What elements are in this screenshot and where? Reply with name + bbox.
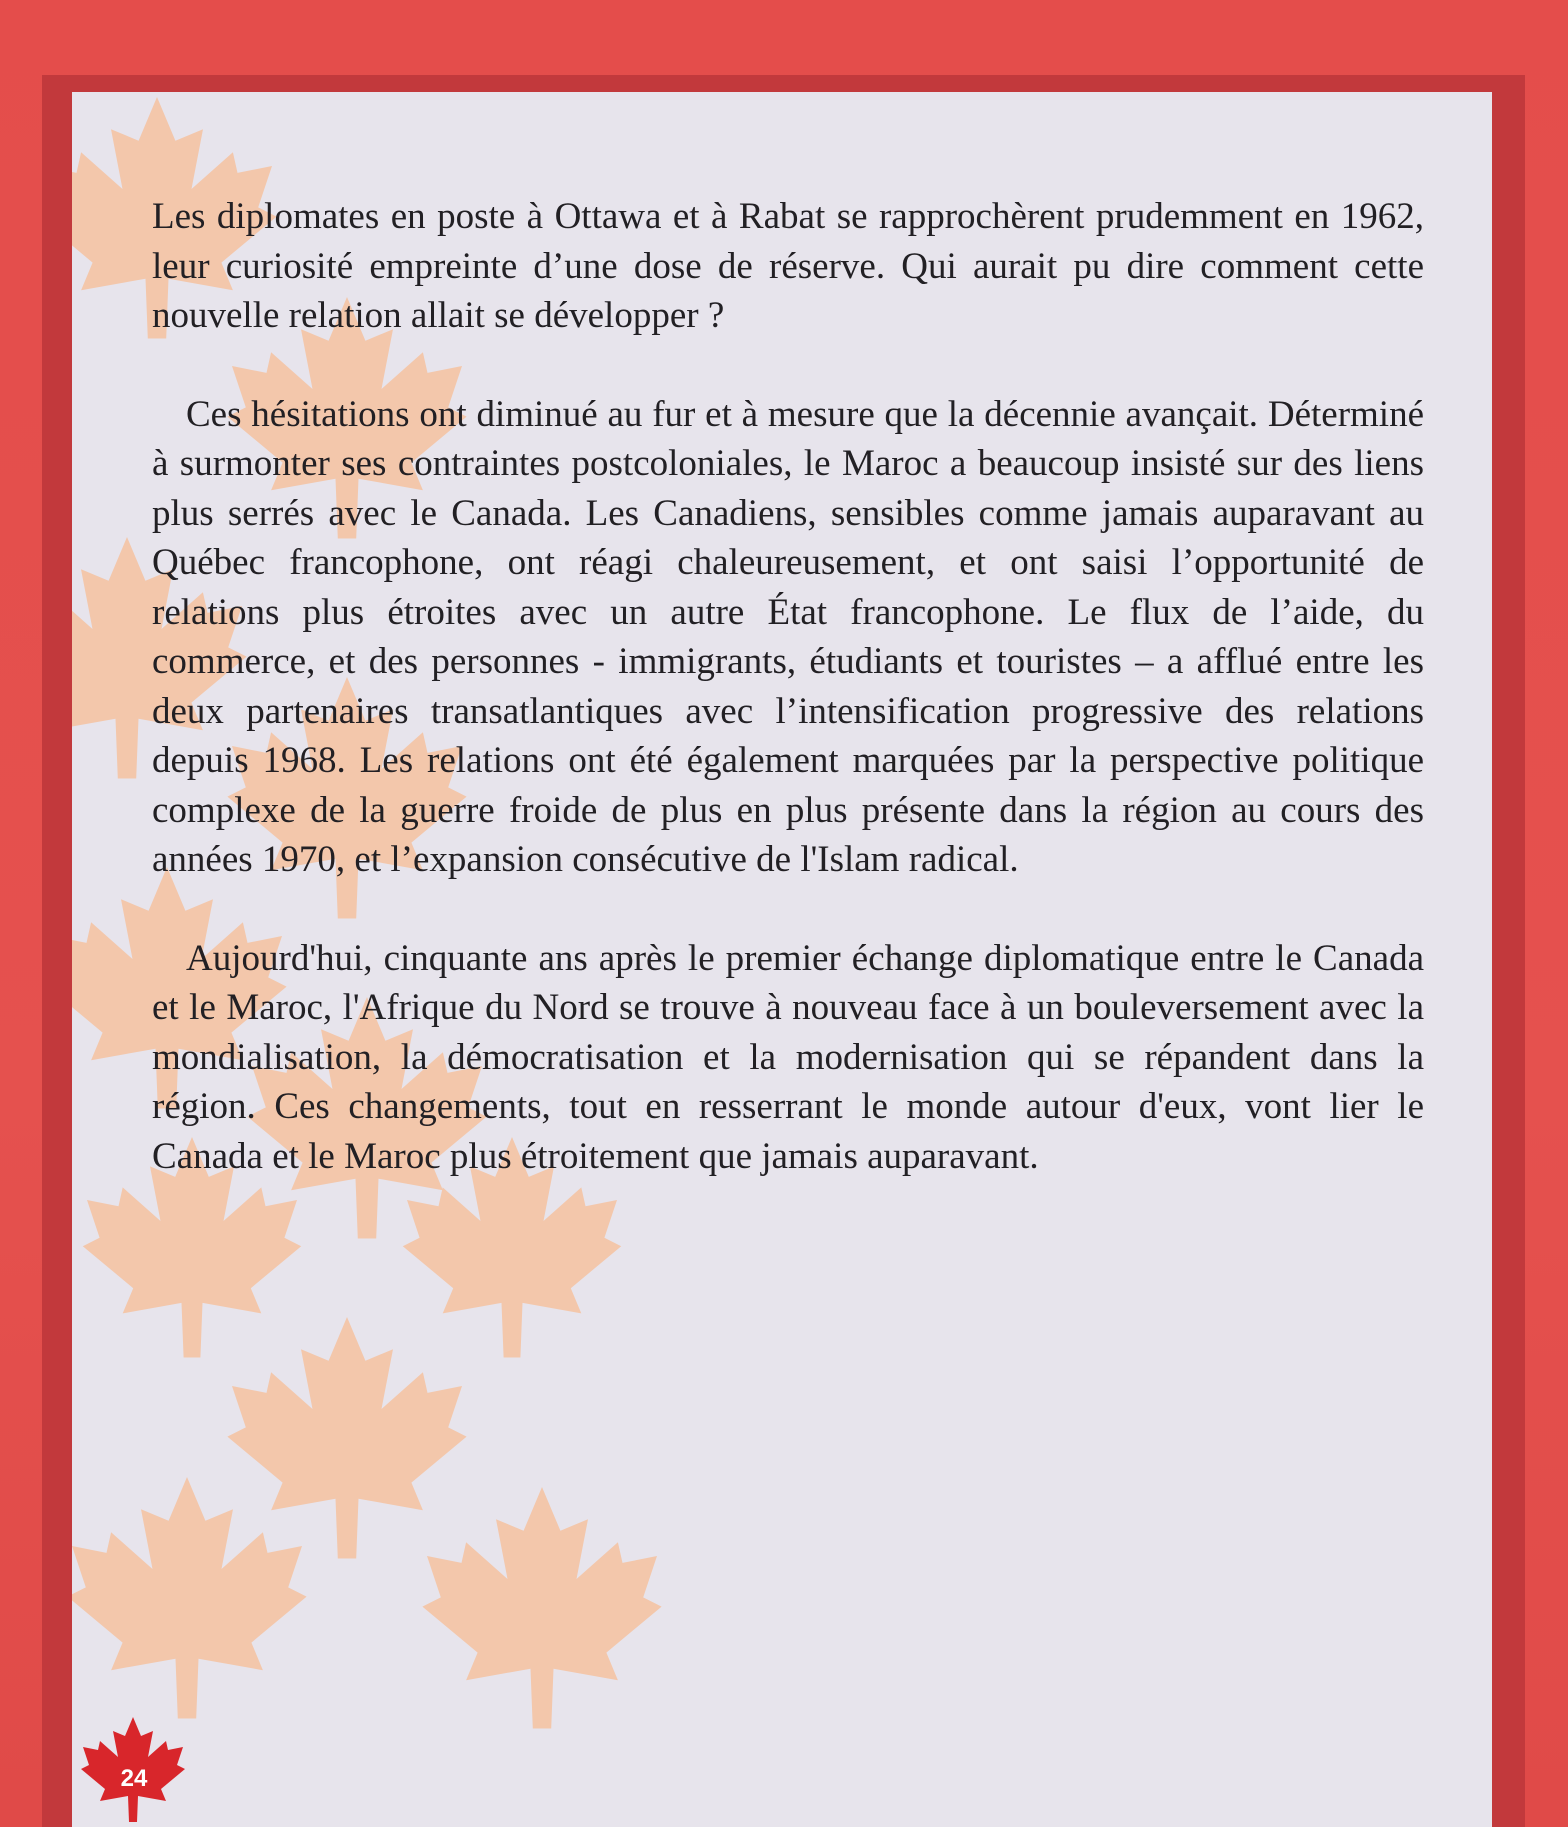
article-text xyxy=(152,192,1424,1230)
page-number-badge xyxy=(78,1712,188,1822)
page-number: 24 xyxy=(120,1765,148,1792)
paragraph-3: Aujourd'hui, cinquante ans après le premier échange diplomatique entre le Canada et le Maroc, l'Afrique du Nord se trouve à nouveau face à un bouleversement avec la mondialisation, la démocratisation et la modernisation qui se répandent dans la région. Ces changements, tout en resserrant le monde autour d'eux, vont lier le Canada et le Maroc plus étroitement que jamais auparavant. xyxy=(152,937,1424,1177)
paragraph-1: Les diplomates en poste à Ottawa et à Rabat se rapprochèrent prudemment en 1962, leur curiosité empreinte d’une dose de réserve. Qui aurait pu dire comment cette nouvelle relation allait se développer ? xyxy=(152,196,1424,336)
content-panel xyxy=(72,92,1492,1827)
maple-leaf-icon xyxy=(422,1487,661,1729)
maple-leaf-icon xyxy=(72,1477,307,1719)
maple-leaf-icon xyxy=(227,1317,466,1559)
paragraph-2: Ces hésitations ont diminué au fur et à mesure que la décennie avançait. Déterminé à surmonter ses contraintes postcoloniales, le Maroc a beaucoup insisté sur des liens plus serrés avec le Canada. Les Canadiens, sensibles comme jamais auparavant au Québec francophone, ont réagi chaleureusement, et ont saisi l’opportunité de relations plus étroites avec un autre État francophone. Le flux de l’aide, du commerce, et des personnes - immigrants, étudiants et touristes – a afflué entre les deux partenaires transatlantiques avec l’intensification progressive des relations depuis 1968. Les relations ont été également marquées par la perspective politique complexe de la guerre froide de plus en plus présente dans la région au cours des années 1970, et l’expansion consécutive de l'Islam radical. xyxy=(152,393,1424,880)
